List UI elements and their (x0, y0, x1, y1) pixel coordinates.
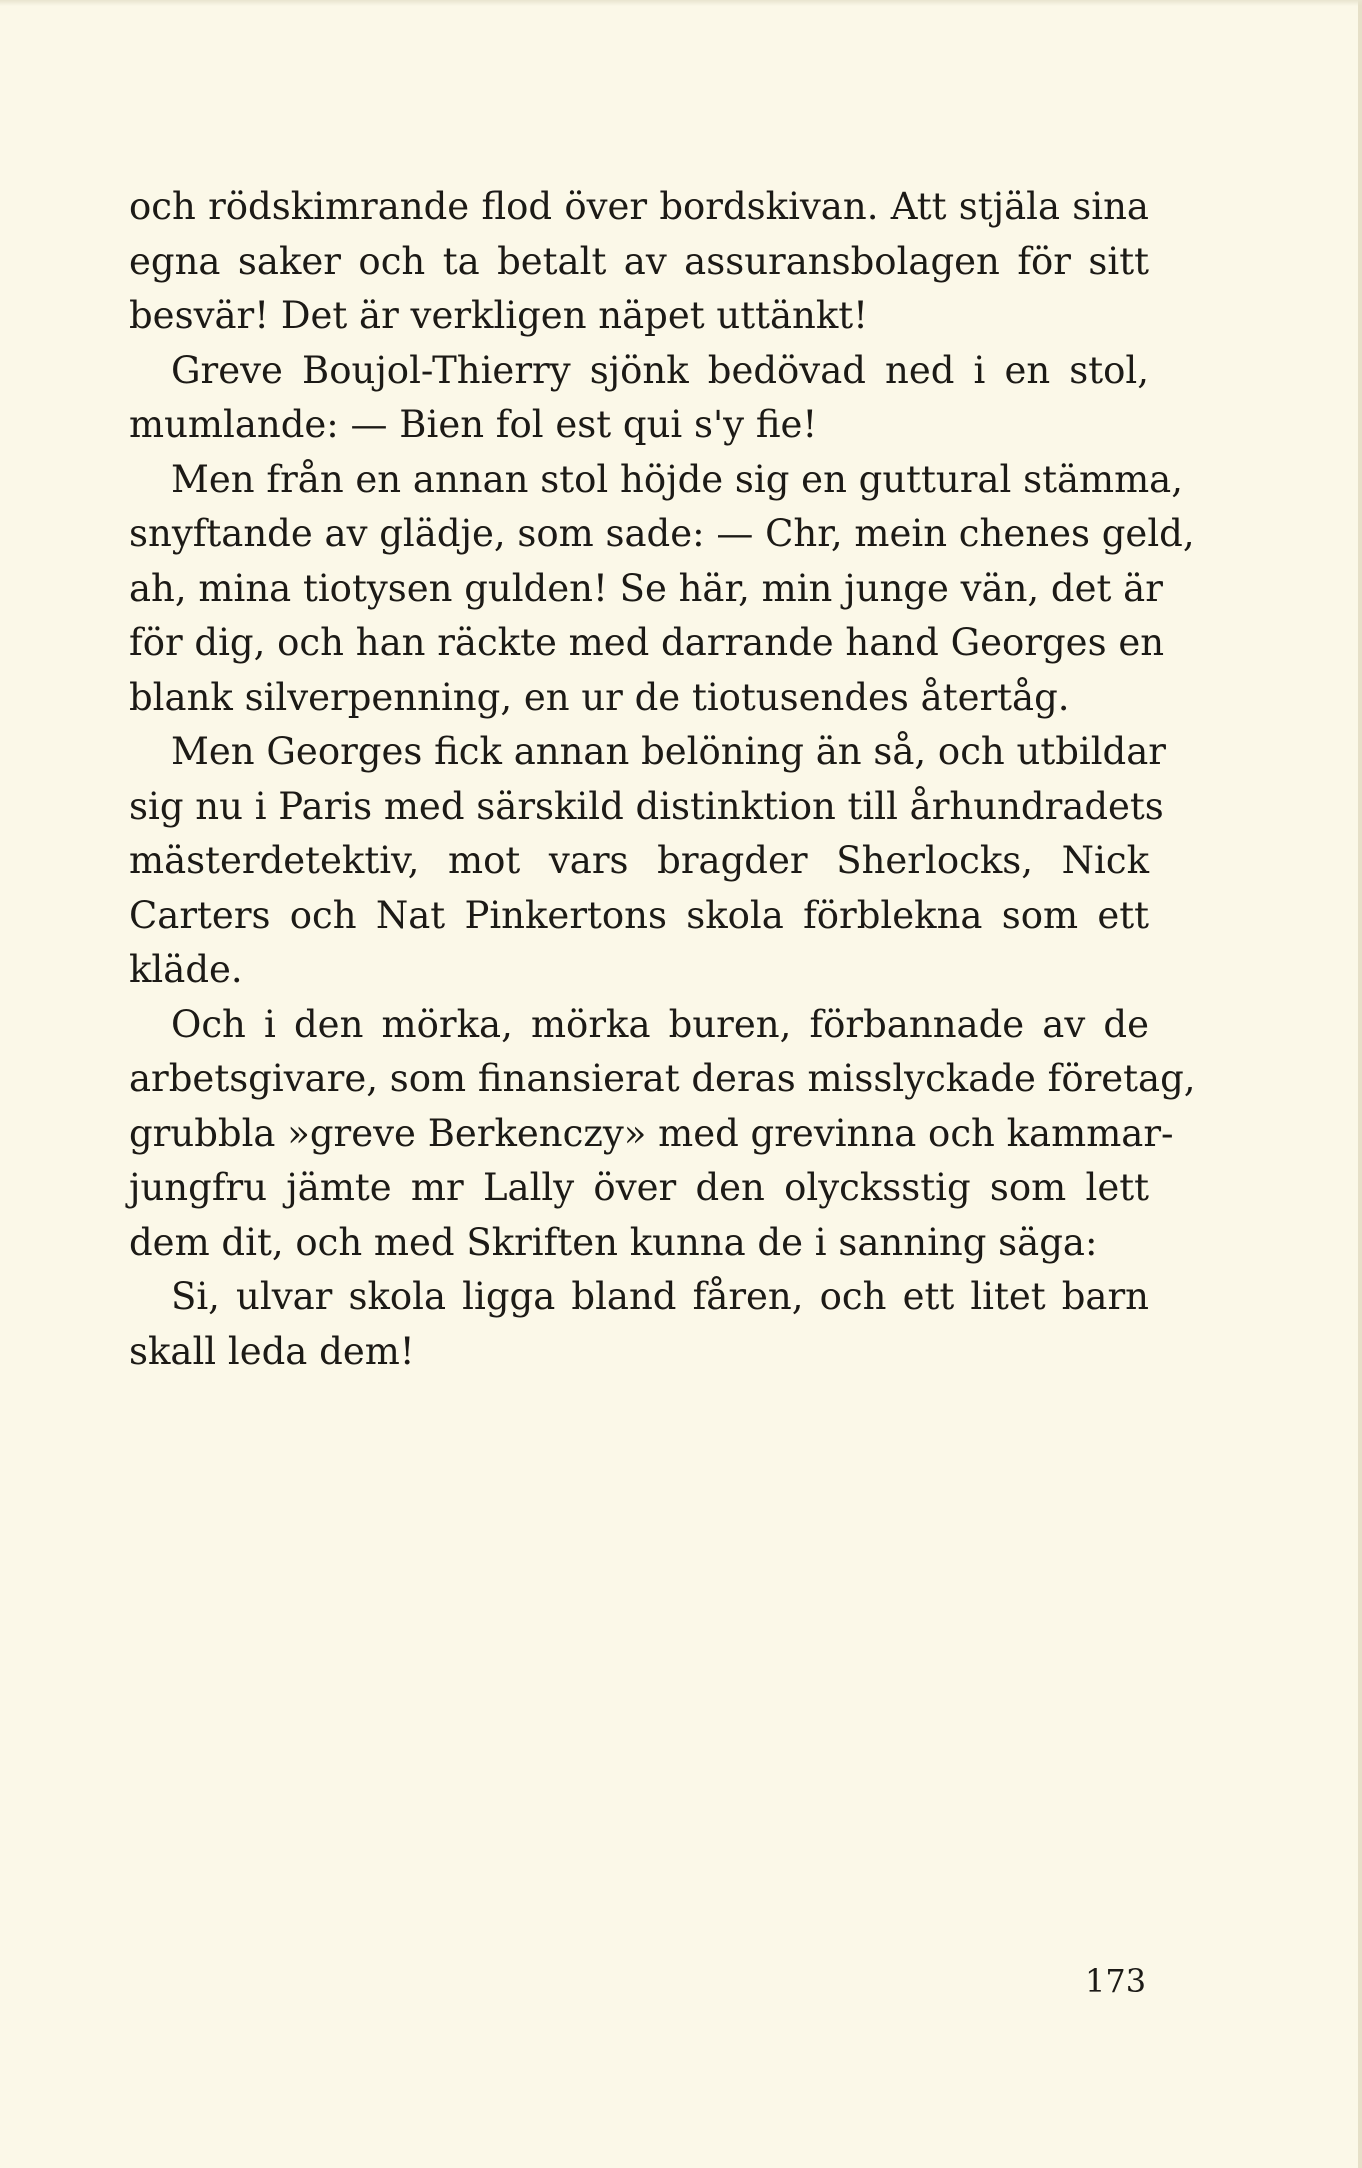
text-line: och rödskimrande flod över bordskivan. Att stjäla sina (129, 185, 1149, 228)
text-line: Men Georges fick annan belöning än så, och utbildar (171, 730, 1166, 773)
text-line: kläde. (129, 948, 243, 991)
page-number: 173 (1085, 1962, 1147, 2000)
text-line: mumlande: — Bien fol est qui s'y fie! (129, 403, 818, 446)
text-line: egna saker och ta betalt av assuransbolagen för sitt (129, 239, 1149, 283)
text-line: Men från en annan stol höjde sig en guttural stämma, (171, 457, 1183, 501)
text-line: besvär! Det är verkligen näpet uttänkt! (129, 294, 869, 337)
text-line: snyftande av glädje, som sade: — Chr, mein chenes geld, (129, 512, 1195, 555)
text-line: sig nu i Paris med särskild distinktion till århundradets (129, 784, 1164, 828)
text-line: ah, mina tiotysen gulden! Se här, min junge vän, det är (129, 566, 1163, 610)
text-line: Carters och Nat Pinkertons skola förblekna som ett (129, 893, 1149, 937)
text-line: skall leda dem! (129, 1329, 415, 1373)
text-line: arbetsgivare, som finansierat deras misslyckade företag, (129, 1057, 1196, 1100)
text-line: grubbla »greve Berkenczy» med grevinna och kammar- (129, 1111, 1174, 1155)
text-line: jungfru jämte mr Lally över den olycksstig som lett (129, 1166, 1149, 1209)
text-line: dem dit, och med Skriften kunna de i sanning säga: (129, 1220, 1098, 1264)
text-line: Si, ulvar skola ligga bland fåren, och ett litet barn (171, 1275, 1149, 1318)
text-line: Och i den mörka, mörka buren, förbannade av de (171, 1002, 1149, 1046)
text-line: mästerdetektiv, mot vars bragder Sherlocks, Nick (129, 839, 1149, 882)
text-line: för dig, och han räckte med darrande hand Georges en (129, 621, 1165, 664)
scan-edge (0, 0, 1362, 6)
text-line: blank silverpenning, en ur de tiotusendes återtåg. (129, 675, 1070, 719)
text-line: Greve Boujol-Thierry sjönk bedövad ned i en stol, (171, 348, 1149, 392)
body-text (129, 180, 1196, 1379)
